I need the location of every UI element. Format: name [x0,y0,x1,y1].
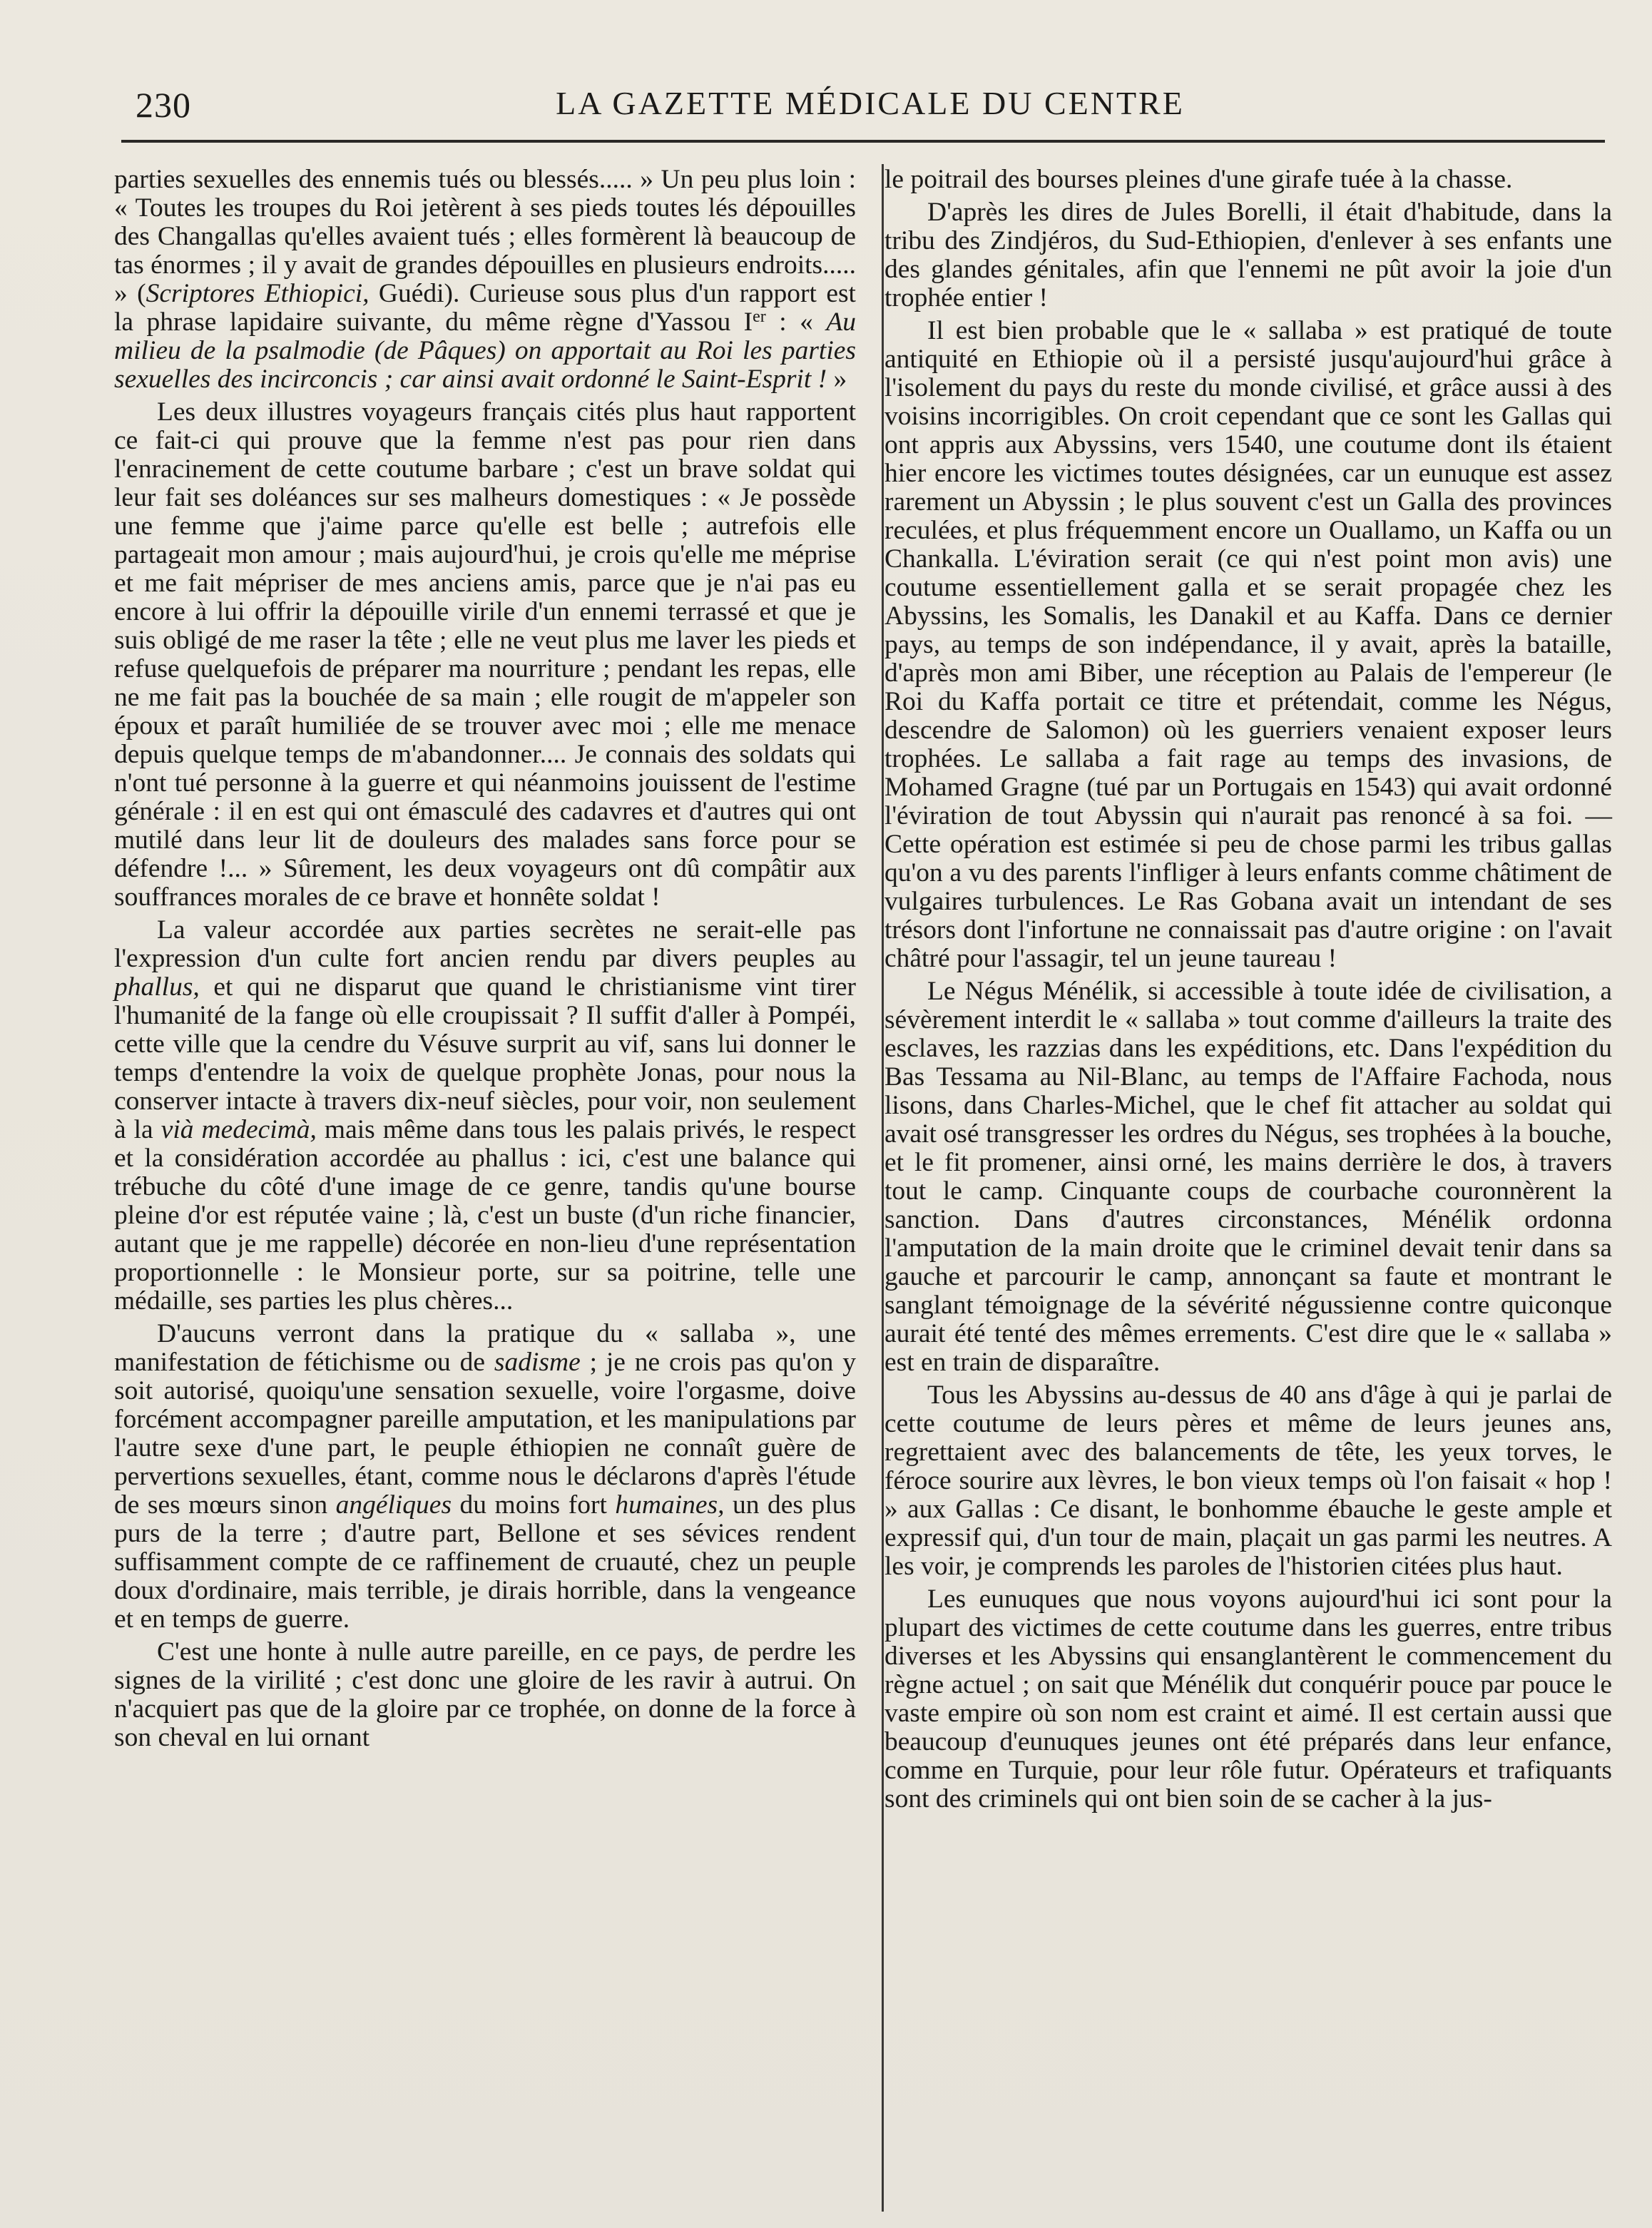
text-run: Les eunuques que nous voyons aujourd'hui ici sont pour la plupart des victimes de cette coutume dans les guerres, entre tribus diverses et les Abyssins qui ensanglantèrent le commencement du règne actuel ; on sait que Ménélik dut conquérir pouce par pouce le vaste empire où son nom est craint et aimé. Il est certain aussi que beaucoup d'eunuques jeunes ont été préparés dans leur enfance, comme en Turquie, pour leur rôle futur. Opérateurs et trafiquants sont des criminels qui ont bien soin de se cacher à la jus- [884,1584,1612,1814]
running-title: LA GAZETTE MÉDICALE DU CENTRE [556,85,1185,121]
text-run: Tous les Abyssins au-dessus de 40 ans d'âge à qui je parlai de cette coutume de leurs pères et même de leurs jeunes ans, regrettaient avec des balancements de tête, les yeux torves, le féroce sourire aux lèvres, le bon vieux temps où l'on faisait « hop ! » aux Gallas : Ce disant, le bonhomme ébauche le geste ample et expressif qui, d'un tour de main, plaçait un gas parmi les neutres. A les voir, je comprends les paroles de l'historien citées plus haut. [884,1380,1612,1581]
italic-text: phallus, [114,972,200,1002]
left-column [114,166,856,1752]
paragraph [884,198,1612,312]
text-run: » [827,365,847,394]
column-divider [882,164,884,2212]
text-run: Les deux illustres voyageurs français cités plus haut rapportent ce fait-ci qui prouve que la femme n'est pas pour rien dans l'enracinement de cette coutume barbare ; c'est un brave soldat qui leur fait ses doléances sur ses malheurs domestiques : « Je possède une femme que j'aime parce qu'elle est belle ; autrefois elle partageait mon amour ; mais aujourd'hui, je crois qu'elle me méprise et me fait mépriser de mes anciens amis, parce que je n'ai pas eu encore à lui offrir la dépouille virile d'un ennemi terrassé et que je suis obligé de me raser la tête ; elle ne veut plus me laver les pieds et refuse quelquefois de préparer ma nourriture ; pendant les repas, elle ne me fait pas la bouchée de sa main ; elle rougit de m'appeler son époux et paraît humiliée de se trouver avec moi ; elle me menace depuis quelque temps de m'abandonner.... Je connais des soldats qui n'ont tué personne à la guerre et qui néanmoins jouissent de l'estime générale : il en est qui ont émasculé des cadavres et d'autres qui ont mutilé dans leur lit de douleurs des malades sans force pour se défendre !... » Sûrement, les deux voyageurs ont dû compâtir aux souffrances morales de ce brave et honnête soldat ! [114,397,856,912]
text-run: le poitrail des bourses pleines d'une girafe tuée à la chasse. [884,165,1513,194]
text-run: Le Négus Ménélik, si accessible à toute idée de civilisation, a sévèrement interdit le « sallaba » tout comme d'ailleurs la traite des esclaves, les razzias dans les expéditions, etc. Dans l'expédition du Bas Tessama au Nil-Blanc, au temps de l'Affaire Fachoda, nous lisons, dans Charles-Michel, que le chef fit attacher au soldat qui avait osé transgresser les ordres du Négus, ses trophées à la bouche, et le fit promener, ainsi orné, les mains derrière le dos, à travers tout le camp. Cinquante coups de courbache couronnèrent la sanction. Dans d'autres circonstances, Ménélik ordonna l'amputation de la main droite que le criminel devait tenir dans sa gauche et parcourir le camp, annonçant sa faute et montrant le sanglant témoignage de la sévérité négussienne contre quiconque aurait été tenté des mêmes errements. C'est dire que le « sallaba » est en train de disparaître. [884,977,1612,1377]
page-header [136,84,1605,134]
text-run: : « [765,307,827,337]
paragraph [884,317,1612,973]
paragraph [114,398,856,912]
text-run: et qui ne disparut que quand le christianisme vint tirer l'humanité de la fange où elle croupissait ? Il suffit d'aller à Pompéi, cette ville que la cendre du Vésuve surprit au vif, sans lui donner le temps d'entendre la voix de quelque prophète Jonas, pour nous la conserver intacte à travers dix-neuf siècles, pour voir, non seulement à la [114,972,856,1144]
paragraph [884,1585,1612,1814]
italic-text: vià medecimà, [160,1115,317,1144]
italic-text: Scriptores Ethiopici, [146,279,369,308]
paragraph [114,1638,856,1752]
text-run: D'aucuns verront dans la pratique du « sallaba », une manifestation de fétichisme ou de [114,1319,856,1377]
text-run: Guédi). Curieuse sous plus d'un rapport est la phrase lapidaire suivante, du même règne d'Yassou I [114,279,856,337]
text-run: C'est une honte à nulle autre pareille, en ce pays, de perdre les signes de la virilité ; c'est donc une gloire de les ravir à autrui. On n'acquiert pas que de la gloire par ce trophée, on donne de la force à son cheval en lui ornant [114,1637,856,1752]
paragraph [884,1381,1612,1581]
text-run: Il est bien probable que le « sallaba » est pratiqué de toute antiquité en Ethiopie où il a persisté jusqu'aujourd'hui grâce à l'isolement du pays du reste du monde civilisé, et grâce aussi à des voisins incorrigibles. On croit cependant que ce sont les Gallas qui ont appris aux Abyssins, vers 1540, une coutume dont ils étaient hier encore les victimes toutes désignées, car un eunuque est assez rarement un Abyssin ; le plus souvent c'est un Galla des provinces reculées, et plus fréquemment encore un Ouallamo, un Kaffa ou un Chankalla. L'éviration serait (ce qui n'est point mon avis) une coutume essentiellement galla et se serait propagée chez les Abyssins, les Somalis, les Danakil et au Kaffa. Dans ce dernier pays, au temps de son indépendance, il y avait, après la bataille, d'après mon ami Biber, une réception au Palais de l'empereur (le Roi du Kaffa portait ce titre et prétendait, comme les Négus, descendre de Salomon) où les guerriers venaient exposer leurs trophées. Le sallaba a fait rage au temps des invasions, de Mohamed Gragne (tué par un Portugais en 1543) qui avait ordonné l'éviration de tout Abyssin qui n'aurait pas renoncé à sa foi. — Cette opération est estimée si peu de chose parmi les tribus gallas qu'on a vu des parents l'infliger à leurs enfants comme châtiment de vulgaires turbulences. Le Ras Gobana avait un intendant de ses trésors dont l'infortune ne connaissait pas d'autre origine : on l'avait châtré pour l'assagir, tel un jeune taureau ! [884,316,1612,973]
paragraph [114,1320,856,1634]
superscript-text: er [753,307,766,326]
text-run: D'après les dires de Jules Borelli, il était d'habitude, dans la tribu des Zindjéros, du Sud-Ethiopien, d'enlever à ses enfants une des glandes génitales, afin que l'ennemi ne pût avoir la joie d'un trophée entier ! [884,198,1612,312]
page-number: 230 [136,85,191,125]
header-rule [121,140,1605,143]
right-column [884,166,1612,1814]
paragraph [114,916,856,1316]
italic-text: humaines, [615,1490,725,1520]
italic-text: Au milieu de la psalmodie (de Pâques) on apportait au Roi les parties sexuelles des incirconcis ; car ainsi avait ordonné le Saint-Esprit ! [114,307,856,394]
text-run: du moins fort [452,1490,616,1520]
text-run: La valeur accordée aux parties secrètes ne serait-elle pas l'expression d'un culte fort ancien rendu par divers peuples au [114,915,856,973]
italic-text: sadisme [494,1348,581,1377]
italic-text: angéliques [335,1490,452,1520]
text-run: mais même dans tous les palais privés, le respect et la considération accordée au phallus : ici, c'est une balance qui trébuche du côté d'une image de ce genre, tandis qu'une bourse pleine d'or est réputée vaine ; là, c'est un buste (d'un riche financier, autant que je me rappelle) décorée en non-lieu d'une représentation proportionnelle : le Monsieur porte, sur sa poitrine, telle une médaille, ses parties les plus chères... [114,1115,857,1316]
text-run: ; je ne crois pas qu'on y soit autorisé, quoiqu'une sensation sexuelle, voire l'orgasme, doive forcément accompagner pareille amputation, et les manipulations par l'autre sexe d'une part, le peuple éthiopien ne connaît guère de pervertions sexuelles, étant, comme nous le déclarons d'après l'étude de ses mœurs sinon [114,1348,857,1520]
paragraph [884,166,1612,194]
text-run: un des plus purs de la terre ; d'autre part, Bellone et ses sévices rendent suffisamment compte de ce raffinement de cruauté, chez un peuple doux d'ordinaire, mais terrible, je dirais horrible, dans la vengeance et en temps de guerre. [114,1490,857,1634]
paragraph [114,166,856,394]
paragraph [884,977,1612,1377]
text-run: parties sexuelles des ennemis tués ou blessés..... » Un peu plus loin : « Toutes les troupes du Roi jetèrent à ses pieds toutes lés dépouilles des Changallas qu'elles avaient tués ; elles formèrent là beaucoup de tas énormes ; il y avait de grandes dépouilles en plusieurs endroits..... » ( [114,165,856,308]
